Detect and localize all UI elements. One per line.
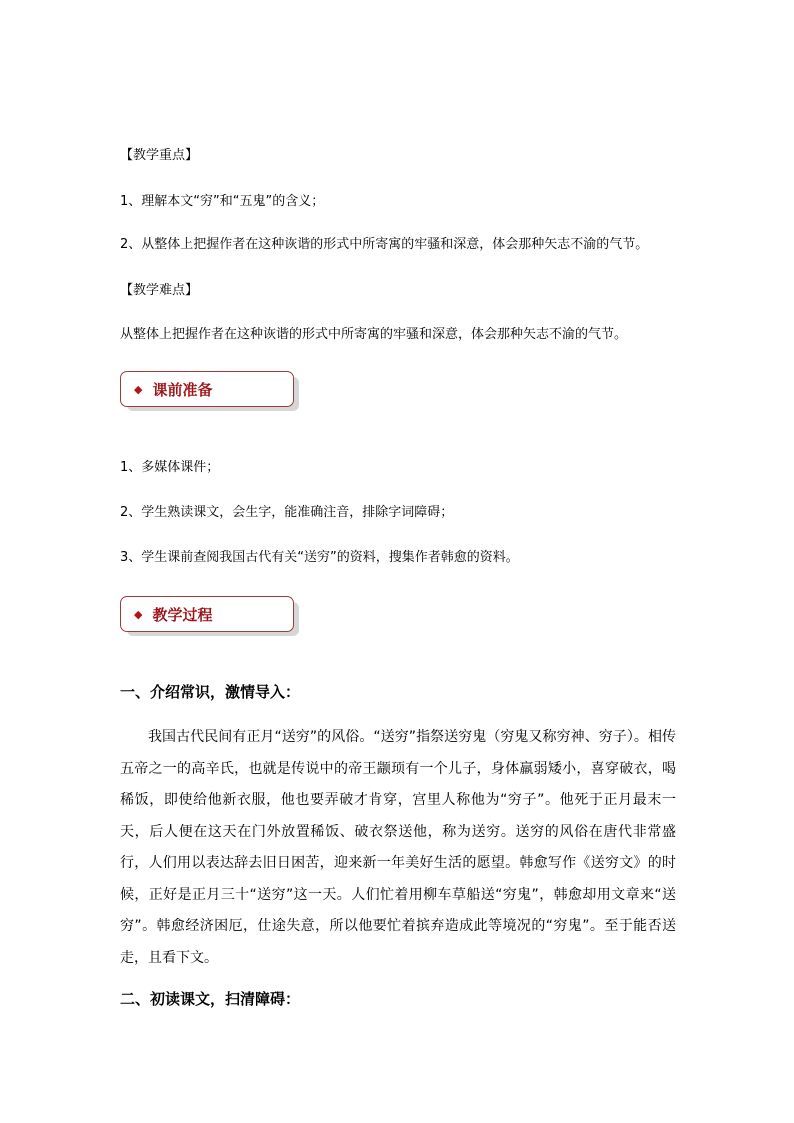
diamond-bullet-icon: ◆: [134, 607, 143, 621]
teaching-focus-heading: 【教学重点】: [120, 148, 199, 163]
teaching-difficulty-heading: 【教学难点】: [120, 283, 199, 298]
focus-item-2: 2、从整体上把握作者在这种诙谐的形式中所寄寓的牢骚和深意，体会那种矢志不渝的气节。: [120, 237, 649, 252]
focus-item-1: 1、理解本文“穷”和“五鬼”的含义；: [120, 194, 325, 209]
prep-item-2: 2、学生熟读课文，会生字，能准确注音，排除字词障碍；: [120, 505, 454, 520]
difficulty-text: 从整体上把握作者在这种诙谐的形式中所寄寓的牢骚和深意，体会那种矢志不渝的气节。: [120, 327, 628, 342]
process-section-title: 教学过程: [152, 605, 213, 624]
process-section-banner: [120, 596, 294, 632]
part1-heading: 一、介绍常识，激情导入：: [120, 683, 301, 701]
prep-item-3: 3、学生课前查阅我国古代有关“送穷”的资料，搜集作者韩愈的资料。: [120, 550, 519, 565]
prep-item-1: 1、多媒体课件；: [120, 460, 220, 475]
part1-paragraph: 我国古代民间有正月“送穷”的风俗。“送穷”指祭送穷鬼（穷鬼又称穷神、穷子）。相传五帝之一的高辛氏，也就是传说中的帝王颛顼有一个儿子，身体羸弱矮小，喜穿破衣，喝稀饭，即使给他新衣服，他也要弄破才肯穿，宫里人称他为“穷子”。他死于正月最末一天，后人便在这天在门外放置稀饭、破衣祭送他，称为送穷。送穷的风俗在唐代非常盛行，人们用以表达辞去旧日困苦，迎来新一年美好生活的愿望。韩愈写作《送穷文》的时候，正好是正月三十“送穷”这一天。人们忙着用柳车草船送“穷鬼”，韩愈却用文章来“送穷”。韩愈经济困厄，仕途失意，所以他要忙着摈弃造成此等境况的“穷鬼”。至于能否送走，且看下文。: [120, 729, 676, 966]
prep-section-banner: [120, 371, 294, 407]
prep-section-title: 课前准备: [152, 380, 213, 399]
part2-heading: 二、初读课文，扫清障碍：: [120, 990, 301, 1008]
diamond-bullet-icon: ◆: [134, 382, 143, 396]
